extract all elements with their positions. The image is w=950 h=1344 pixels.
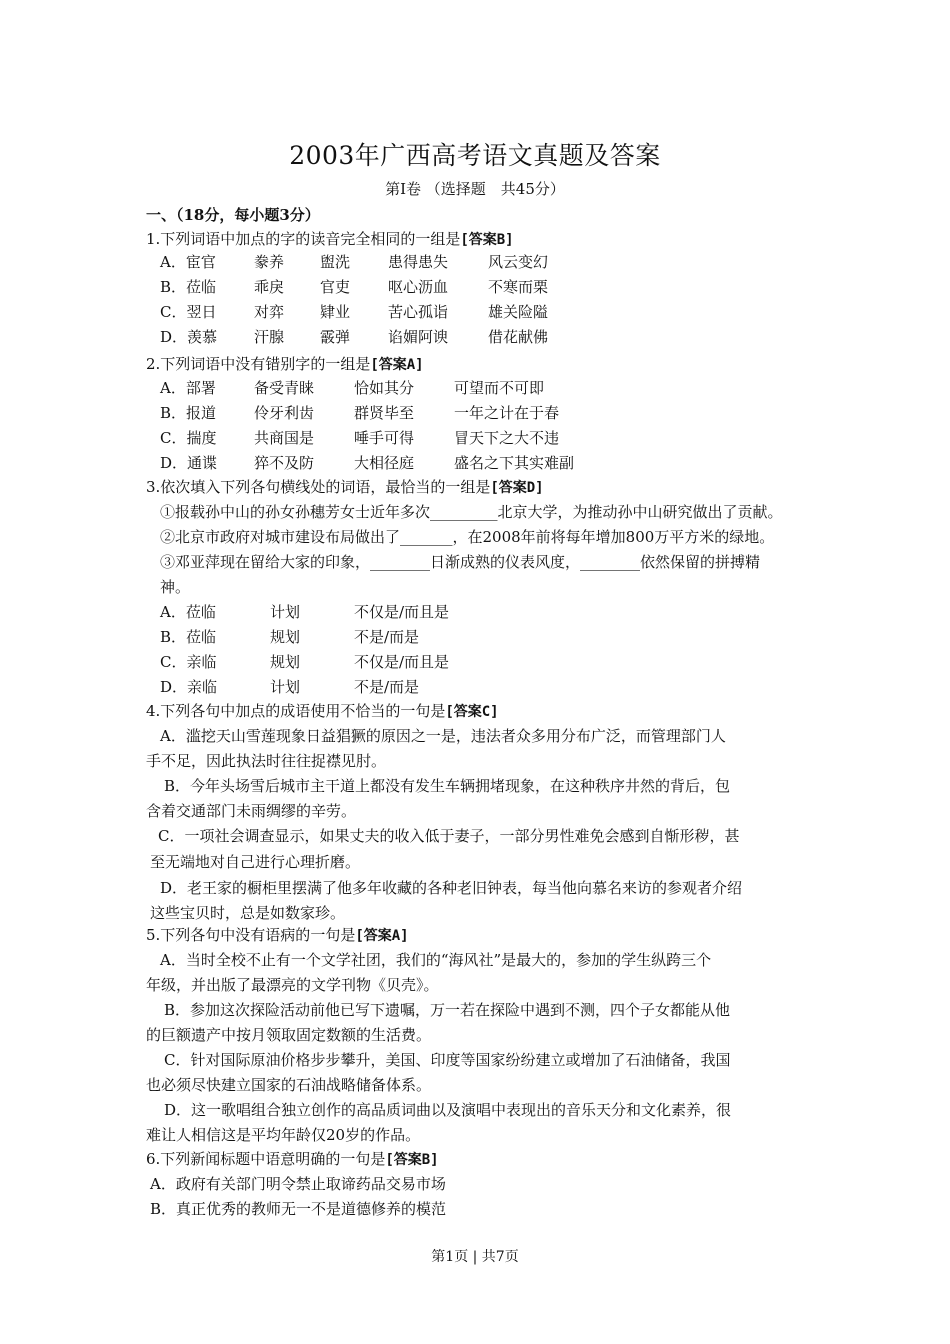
q4-option-c-cont: 至无端地对自己进行心理折磨。 bbox=[150, 853, 361, 871]
q5-option-c-cont: 也必须尽快建立国家的石油战略储备体系。 bbox=[146, 1076, 432, 1094]
answer-label: [答案A] bbox=[355, 928, 409, 944]
option-cell: 不是/而是 bbox=[354, 678, 420, 696]
question-text: 4.下列各句中加点的成语使用不恰当的一句是 bbox=[146, 702, 446, 720]
option-cell: 汗腺 bbox=[254, 328, 285, 346]
option-cell: 肄业 bbox=[320, 303, 351, 321]
option-cell: A．部署 bbox=[160, 379, 216, 397]
option-cell: 风云变幻 bbox=[488, 253, 549, 271]
option-cell: D．通谍 bbox=[160, 454, 218, 472]
answer-label: [答案A] bbox=[370, 357, 424, 373]
q5-option-b-cont: 的巨额遗产中按月领取固定数额的生活费。 bbox=[146, 1026, 432, 1044]
option-cell: 可望而不可即 bbox=[454, 379, 545, 397]
option-cell: 患得患失 bbox=[388, 253, 449, 271]
option-cell: 规划 bbox=[270, 628, 301, 646]
option-cell: 一年之计在于春 bbox=[454, 404, 560, 422]
option-cell: 不仅是/而且是 bbox=[354, 603, 450, 621]
option-cell: D．羡慕 bbox=[160, 328, 218, 346]
page-footer: 第1页 | 共7页 bbox=[431, 1249, 519, 1265]
option-cell: 计划 bbox=[270, 603, 301, 621]
section-heading: 一、（18分，每小题3分） bbox=[146, 206, 320, 224]
q5-option-d: D．这一歌唱组合独立创作的高品质词曲以及演唱中表现出的音乐天分和文化素养，很 bbox=[164, 1101, 732, 1119]
question-text: 5.下列各句中没有语病的一句是 bbox=[146, 926, 356, 944]
option-cell: B．莅临 bbox=[160, 278, 217, 296]
document-title: 2003年广西高考语文真题及答案 bbox=[289, 141, 661, 170]
q3-sentence-2: ②北京市政府对城市建设布局做出了_______，在2008年前将每年增加800万平方米的绿地。 bbox=[160, 528, 775, 546]
question-3-stem bbox=[146, 476, 544, 497]
q6-option-b: B．真正优秀的教师无一不是道德修养的模范 bbox=[150, 1200, 447, 1218]
option-cell: 盥洗 bbox=[320, 253, 351, 271]
answer-label: [答案B] bbox=[385, 1152, 439, 1168]
option-cell: 冒天下之大不违 bbox=[454, 429, 560, 447]
option-cell: C．亲临 bbox=[160, 653, 217, 671]
option-cell: 谄媚阿谀 bbox=[388, 328, 449, 346]
option-cell: 豢养 bbox=[254, 253, 285, 271]
option-cell: A．莅临 bbox=[160, 603, 216, 621]
option-cell: 对弈 bbox=[254, 303, 285, 321]
option-cell: 唾手可得 bbox=[354, 429, 415, 447]
section-subtitle: 第Ⅰ卷 （选择题 共45分） bbox=[385, 180, 565, 198]
q4-option-d: D．老王家的橱柜里摆满了他多年收藏的各种老旧钟表，每当他向慕名来访的参观者介绍 bbox=[160, 879, 743, 897]
option-cell: 计划 bbox=[270, 678, 301, 696]
option-cell: 盛名之下其实难副 bbox=[454, 454, 575, 472]
option-cell: 猝不及防 bbox=[254, 454, 315, 472]
q5-option-c: C．针对国际原油价格步步攀升，美国、印度等国家纷纷建立或增加了石油储备，我国 bbox=[164, 1051, 731, 1069]
question-text: 6.下列新闻标题中语意明确的一句是 bbox=[146, 1150, 386, 1168]
question-text: 3.依次填入下列各句横线处的词语，最恰当的一组是 bbox=[146, 478, 491, 496]
option-cell: 不仅是/而且是 bbox=[354, 653, 450, 671]
option-cell: 共商国是 bbox=[254, 429, 315, 447]
question-1-stem bbox=[146, 228, 514, 249]
option-cell: 群贤毕至 bbox=[354, 404, 415, 422]
option-cell: C．翌日 bbox=[160, 303, 217, 321]
option-cell: B．莅临 bbox=[160, 628, 217, 646]
option-cell: 恰如其分 bbox=[354, 379, 415, 397]
option-cell: 规划 bbox=[270, 653, 301, 671]
option-cell: 霰弹 bbox=[320, 328, 351, 346]
question-6-stem bbox=[146, 1148, 439, 1169]
q5-option-a: A．当时全校不止有一个文学社团，我们的“海风社”是最大的，参加的学生纵跨三个 bbox=[160, 951, 712, 969]
q6-option-a: A．政府有关部门明令禁止取谛药品交易市场 bbox=[150, 1175, 446, 1193]
option-cell: 雄关险隘 bbox=[488, 303, 549, 321]
q4-option-b-cont: 含着交通部门未雨绸缪的辛劳。 bbox=[146, 802, 357, 820]
question-2-stem bbox=[146, 353, 424, 374]
answer-label: [答案C] bbox=[445, 704, 499, 720]
question-4-stem bbox=[146, 700, 499, 721]
q5-option-d-cont: 难让人相信这是平均年龄仅20岁的作品。 bbox=[146, 1126, 421, 1144]
q5-option-a-cont: 年级，并出版了最漂亮的文学刊物《贝壳》。 bbox=[146, 976, 439, 994]
answer-label: [答案B] bbox=[460, 232, 514, 248]
option-cell: B．报道 bbox=[160, 404, 217, 422]
q4-option-a: A．滥挖天山雪莲现象日益猖獗的原因之一是，违法者众多用分布广泛，而管理部门人 bbox=[160, 727, 726, 745]
question-5-stem bbox=[146, 924, 409, 945]
q3-sentence-1: ①报载孙中山的孙女孙穗芳女士近年多次_________北京大学，为推动孙中山研究做出了贡献。 bbox=[160, 503, 783, 521]
q4-option-d-cont: 这些宝贝时，总是如数家珍。 bbox=[150, 904, 346, 922]
answer-label: [答案D] bbox=[490, 480, 544, 496]
option-cell: 大相径庭 bbox=[354, 454, 415, 472]
q4-option-c: C．一项社会调查显示，如果丈夫的收入低于妻子，一部分男性难免会感到自惭形秽，甚 bbox=[158, 827, 740, 845]
option-cell: 乖戾 bbox=[254, 278, 285, 296]
option-cell: 官吏 bbox=[320, 278, 351, 296]
option-cell: 苦心孤诣 bbox=[388, 303, 449, 321]
q4-option-a-cont: 手不足，因此执法时往往捉襟见肘。 bbox=[146, 752, 387, 770]
option-cell: 不是/而是 bbox=[354, 628, 420, 646]
q5-option-b: B．参加这次探险活动前他已写下遗嘱，万一若在探险中遇到不测，四个子女都能从他 bbox=[164, 1001, 731, 1019]
q4-option-b: B．今年头场雪后城市主干道上都没有发生车辆拥堵现象，在这种秩序井然的背后，包 bbox=[164, 777, 731, 795]
option-cell: D．亲临 bbox=[160, 678, 218, 696]
option-cell: 备受青睐 bbox=[254, 379, 315, 397]
question-text: 1.下列词语中加点的字的读音完全相同的一组是 bbox=[146, 230, 461, 248]
option-cell: 伶牙利齿 bbox=[254, 404, 315, 422]
q3-sentence-3-cont: 神。 bbox=[160, 578, 191, 596]
question-text: 2.下列词语中没有错别字的一组是 bbox=[146, 355, 371, 373]
option-cell: 不寒而栗 bbox=[488, 278, 549, 296]
q3-sentence-3: ③邓亚萍现在留给大家的印象，________日渐成熟的仪表风度，________依然保留的拼搏精 bbox=[160, 553, 761, 571]
option-cell: A．宦官 bbox=[160, 253, 216, 271]
option-cell: 呕心沥血 bbox=[388, 278, 449, 296]
option-cell: 借花献佛 bbox=[488, 328, 549, 346]
option-cell: C．揣度 bbox=[160, 429, 217, 447]
